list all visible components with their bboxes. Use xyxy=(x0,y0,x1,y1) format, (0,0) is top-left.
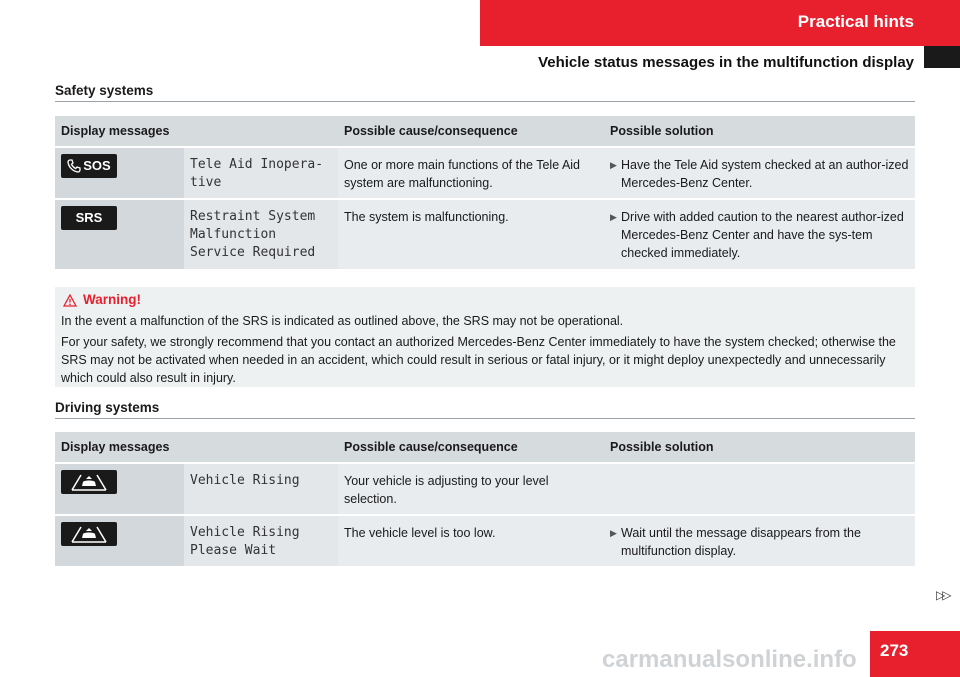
bullet-arrow-icon: ▶ xyxy=(610,212,617,222)
page-number: 273 xyxy=(870,631,960,677)
possible-cause: The vehicle level is too low. xyxy=(338,515,604,566)
chapter-title: Practical hints xyxy=(797,12,914,31)
vehicle-level-up-icon xyxy=(61,470,117,494)
safety-systems-table xyxy=(55,116,915,269)
column-header: Display messages xyxy=(55,432,338,463)
column-header: Possible solution xyxy=(604,432,915,463)
table-header-row xyxy=(55,116,915,147)
display-message: Vehicle Rising xyxy=(184,463,338,515)
watermark: carmanualsonline.info xyxy=(602,646,857,673)
bullet-arrow-icon: ▶ xyxy=(610,160,617,170)
warning-triangle-icon xyxy=(63,294,77,307)
table-row xyxy=(55,463,915,515)
solution-item xyxy=(610,208,909,262)
possible-solution xyxy=(604,463,915,515)
table-header-row xyxy=(55,432,915,463)
warning-text: In the event a malfunction of the SRS is indicated as outlined above, the SRS may not be operational. xyxy=(61,314,624,328)
table-row xyxy=(55,147,915,199)
warning-text: For your safety, we strongly recommend that you contact an authorized Mercedes-Benz Center immediately to have the system checked; otherwise the SRS may not be activated when needed in an accident, which could result in serious or fatal injury, or it might deploy unexpectedly and unnecessarily which could also result in injury. xyxy=(61,335,896,385)
icon-label: SOS xyxy=(83,158,111,173)
solution-item xyxy=(610,156,909,192)
table-row xyxy=(55,515,915,566)
possible-solution: Have the Tele Aid system checked at an author-ized Mercedes-Benz Center. xyxy=(621,158,909,190)
possible-cause: Your vehicle is adjusting to your level selection. xyxy=(338,463,604,515)
driving-systems-heading: Driving systems xyxy=(55,400,160,415)
possible-solution: Drive with added caution to the nearest author-ized Mercedes-Benz Center and have the sys-tem checked immediately. xyxy=(621,210,904,260)
column-header: Display messages xyxy=(55,116,338,147)
solution-item xyxy=(610,524,909,560)
warning-title: Warning! xyxy=(83,292,141,307)
possible-cause: The system is malfunctioning. xyxy=(338,199,604,269)
possible-solution: Wait until the message disappears from the multifunction display. xyxy=(621,526,861,558)
display-message: Tele Aid Inopera- tive xyxy=(184,147,338,199)
header-tab-marker xyxy=(924,46,960,68)
icon-label: SRS xyxy=(75,210,103,225)
table-row xyxy=(55,199,915,269)
srs-icon xyxy=(61,206,117,230)
display-message: Vehicle Rising Please Wait xyxy=(184,515,338,566)
column-header: Possible solution xyxy=(604,116,915,147)
vehicle-level-up-icon xyxy=(61,522,117,546)
column-header: Possible cause/consequence xyxy=(338,432,604,463)
safety-systems-heading: Safety systems xyxy=(55,83,154,98)
section-title: Vehicle status messages in the multifunction display xyxy=(538,54,914,71)
warning-box xyxy=(55,287,915,387)
phone-sos-icon xyxy=(61,154,117,178)
column-header: Possible cause/consequence xyxy=(338,116,604,147)
divider xyxy=(55,418,915,419)
possible-cause: One or more main functions of the Tele Aid system are malfunctioning. xyxy=(338,147,604,199)
bullet-arrow-icon: ▶ xyxy=(610,528,617,538)
driving-systems-table xyxy=(55,432,915,566)
continue-arrows-icon: ▷▷ xyxy=(936,588,949,602)
divider xyxy=(55,101,915,102)
display-message: Restraint System Malfunction Service Required xyxy=(184,199,338,269)
